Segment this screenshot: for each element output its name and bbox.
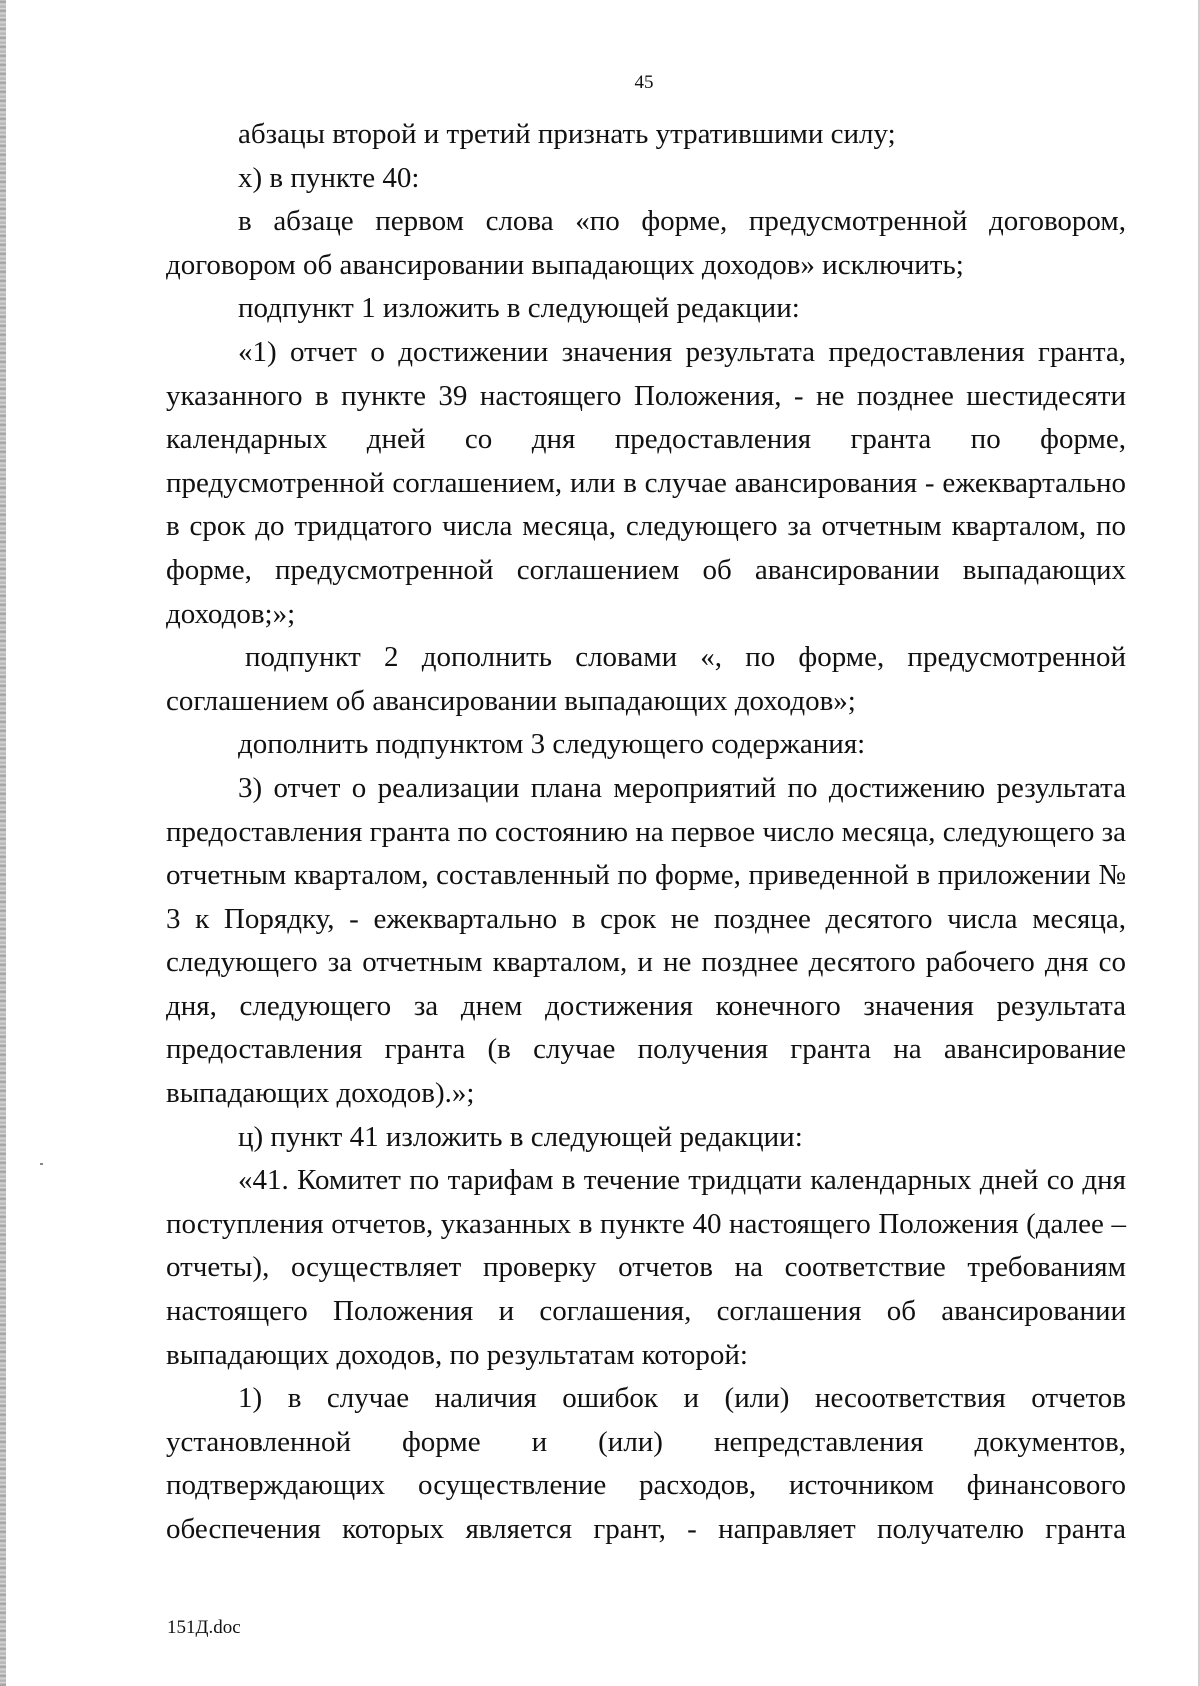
- document-body: [166, 113, 1126, 1552]
- paragraph: в абзаце первом слова «по форме, предусмотренной договором, договором об авансировании выпадающих доходов» исключить;: [166, 205, 1126, 281]
- paragraph: дополнить подпунктом 3 следующего содержания:: [238, 728, 866, 761]
- paragraph: абзацы второй и третий признать утратившими силу;: [238, 118, 896, 150]
- scan-speck: [40, 1163, 43, 1165]
- footer-filename: 151Д.doc: [167, 1617, 241, 1638]
- paragraph: ц) пункт 41 изложить в следующей редакции:: [238, 1120, 803, 1153]
- paragraph: подпункт 1 изложить в следующей редакции:: [238, 292, 800, 325]
- paragraph: х) в пункте 40:: [238, 161, 420, 194]
- paragraph: 1) в случае наличия ошибок и (или) несоответствия отчетов установленной форме и (или) непредставления документов, подтверждающих осуществление расходов, источником финансового обеспечения которых является грант, - направляет получателю гранта: [166, 1382, 1126, 1545]
- page-number: 45: [634, 72, 654, 93]
- scan-edge-artifact: [0, 0, 6, 1686]
- paragraph: «1) отчет о достижении значения результата предоставления гранта, указанного в пункте 39 настоящего Положения, - не позднее шестидесяти календарных дней со дня предоставления гранта по форме, предусмотренной соглашением, или в случае авансирования - ежеквартально в срок до тридцатого числа месяца, следующего за отчетным кварталом, по форме, предусмотренной соглашением об авансировании выпадающих доходов;»;: [166, 335, 1126, 630]
- paragraph: подпункт 2 дополнить словами «, по форме, предусмотренной соглашением об авансировании выпадающих доходов»;: [166, 641, 1126, 717]
- paragraph: «41. Комитет по тарифам в течение тридцати календарных дней со дня поступления отчетов, указанных в пункте 40 настоящего Положения (далее – отчеты), осуществляет проверку отчетов на соответствие требованиям настоящего Положения и соглашения, соглашения об авансировании выпадающих доходов, по результатам которой:: [166, 1164, 1126, 1371]
- paragraph: 3) отчет о реализации плана мероприятий по достижению результата предоставления гранта по состоянию на первое число месяца, следующего за отчетным кварталом, составленный по форме, приведенной в приложении № 3 к Порядку, - ежеквартально в срок не позднее десятого числа месяца, следующего за отчетным кварталом, и не позднее десятого рабочего дня со дня, следующего за днем достижения конечного значения результата предоставления гранта (в случае получения гранта на авансирование выпадающих доходов).»;: [166, 771, 1126, 1110]
